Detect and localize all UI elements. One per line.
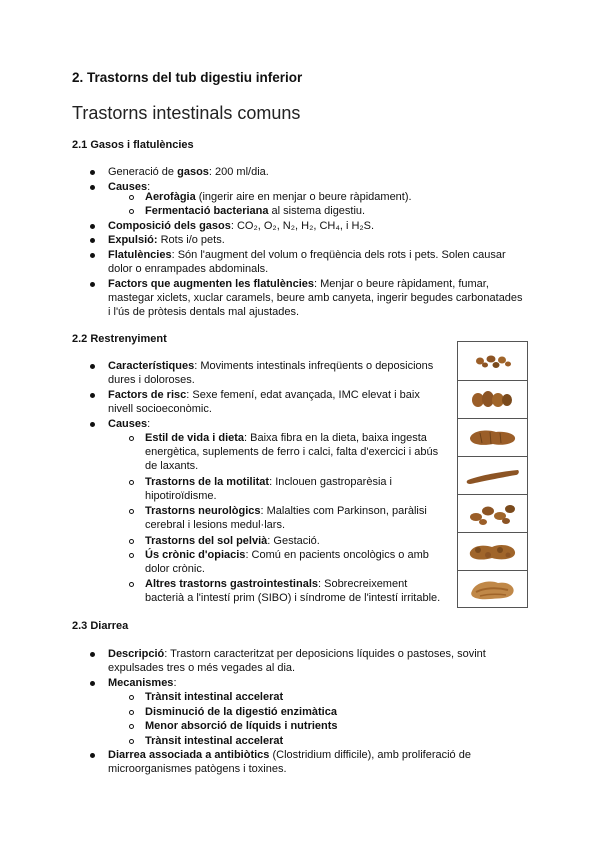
page-subtitle: Trastorns intestinals comuns	[72, 103, 301, 123]
list-item: Causes:	[108, 418, 151, 430]
sub-bullet	[129, 739, 134, 744]
list-item-cont: i l'ús de pròtesis dentals mal ajustades.	[108, 306, 300, 318]
bullet	[90, 170, 95, 175]
list-item-cont: hipotiroïdisme.	[145, 490, 217, 502]
list-item: Composició dels gasos: CO₂, O₂, N₂, H₂, CH₄, i H₂S.	[108, 220, 375, 232]
list-item: Característiques: Moviments intestinals infreqüents o deposicions	[108, 360, 434, 372]
stool-type-6	[458, 532, 527, 571]
list-item: Mecanismes:	[108, 677, 177, 689]
list-item: Causes:	[108, 181, 151, 193]
list-item-cont: dures i doloroses.	[108, 374, 195, 386]
list-item: Factors que augmenten les flatulències: Menjar o beure ràpidament, fumar,	[108, 278, 489, 290]
stool-type-chart	[457, 341, 528, 608]
bullet	[90, 224, 95, 229]
bullet	[90, 238, 95, 243]
list-item: Expulsió: Rots i/o pets.	[108, 234, 225, 246]
stool-type-2	[458, 380, 527, 419]
sub-bullet	[129, 436, 134, 441]
stool-type-4-image	[458, 456, 527, 494]
bullet	[90, 681, 95, 686]
sub-bullet	[129, 209, 134, 214]
bullet	[90, 282, 95, 287]
list-item-cont: nivell socioeconòmic.	[108, 403, 212, 415]
bullet	[90, 652, 95, 657]
list-item: Factors de risc: Sexe femení, edat avançada, IMC elevat i baix	[108, 389, 420, 401]
heading-2-1: 2.1 Gasos i flatulències	[72, 139, 194, 151]
stool-type-6-image	[458, 532, 527, 570]
stool-type-3	[458, 418, 527, 457]
list-item-cont: energètica, suplements de ferro i calci, falta d'exercici i abús	[145, 446, 439, 458]
bullet	[90, 422, 95, 427]
list-item: Disminució de la digestió enzimàtica	[145, 706, 337, 718]
sub-bullet	[129, 480, 134, 485]
list-item: Diarrea associada a antibiòtics (Clostridium difficile), amb proliferació de	[108, 749, 471, 761]
list-item: Estil de vida i dieta: Baixa fibra en la dieta, baixa ingesta	[145, 432, 427, 444]
stool-type-3-image	[458, 418, 527, 456]
list-item: Aerofàgia (ingerir aire en menjar o beure ràpidament).	[145, 191, 412, 203]
list-item: Flatulències: Són l'augment del volum o freqüència dels rots i pets. Solen causar	[108, 249, 506, 261]
list-item: Trastorns de la motilitat: Inclouen gastroparèsia i	[145, 476, 393, 488]
list-item-cont: microorganismes patògens i toxines.	[108, 763, 287, 775]
stool-type-4	[458, 456, 527, 495]
list-item-cont: expulsades tres o més vegades al dia.	[108, 662, 296, 674]
stool-type-2-image	[458, 380, 527, 418]
stool-type-5	[458, 494, 527, 533]
heading-2-3: 2.3 Diarrea	[72, 620, 129, 632]
bullet	[90, 364, 95, 369]
list-item-cont: dolor crònic.	[145, 563, 205, 575]
stool-type-5-image	[458, 494, 527, 532]
stool-type-7-image	[458, 570, 527, 608]
list-item: Descripció: Trastorn caracteritzat per deposicions líquides o pastoses, sovint	[108, 648, 486, 660]
heading-2-2: 2.2 Restrenyiment	[72, 333, 167, 345]
list-item: Trastorns del sol pelvià: Gestació.	[145, 535, 320, 547]
bullet	[90, 253, 95, 258]
list-item-cont: cerebral i lesions medul·lars.	[145, 519, 285, 531]
sub-bullet	[129, 724, 134, 729]
bullet	[90, 753, 95, 758]
list-item: Generació de gasos: 200 ml/dia.	[108, 166, 269, 178]
list-item: Altres trastorns gastrointestinals: Sobrecreixement	[145, 578, 408, 590]
list-item: Fermentació bacteriana al sistema digestiu.	[145, 205, 366, 217]
list-item-cont: de laxants.	[145, 460, 199, 472]
list-item-cont: dolor o enrampades abdominals.	[108, 263, 269, 275]
sub-bullet	[129, 582, 134, 587]
list-item-cont: mastegar xiclets, xuclar caramels, beure amb canyeta, ingerir begudes carbonatades	[108, 292, 523, 304]
sub-bullet	[129, 539, 134, 544]
list-item: Trànsit intestinal accelerat	[145, 735, 284, 747]
stool-type-1	[458, 342, 527, 381]
list-item: Trànsit intestinal accelerat	[145, 691, 284, 703]
stool-type-7	[458, 570, 527, 608]
sub-bullet	[129, 710, 134, 715]
bullet	[90, 185, 95, 190]
list-item-cont: bacterià a l'intestí prim (SIBO) i síndrome de l'intestí irritable.	[145, 592, 441, 604]
list-item: Ús crònic d'opiacis: Comú en pacients oncològics o amb	[145, 549, 429, 561]
sub-bullet	[129, 695, 134, 700]
sub-bullet	[129, 509, 134, 514]
sub-bullet	[129, 553, 134, 558]
list-item: Menor absorció de líquids i nutrients	[145, 720, 338, 732]
stool-type-1-image	[458, 342, 527, 380]
list-item: Trastorns neurològics: Malalties com Parkinson, paràlisi	[145, 505, 427, 517]
bullet	[90, 393, 95, 398]
section-title: 2. Trastorns del tub digestiu inferior	[72, 70, 303, 85]
sub-bullet	[129, 195, 134, 200]
